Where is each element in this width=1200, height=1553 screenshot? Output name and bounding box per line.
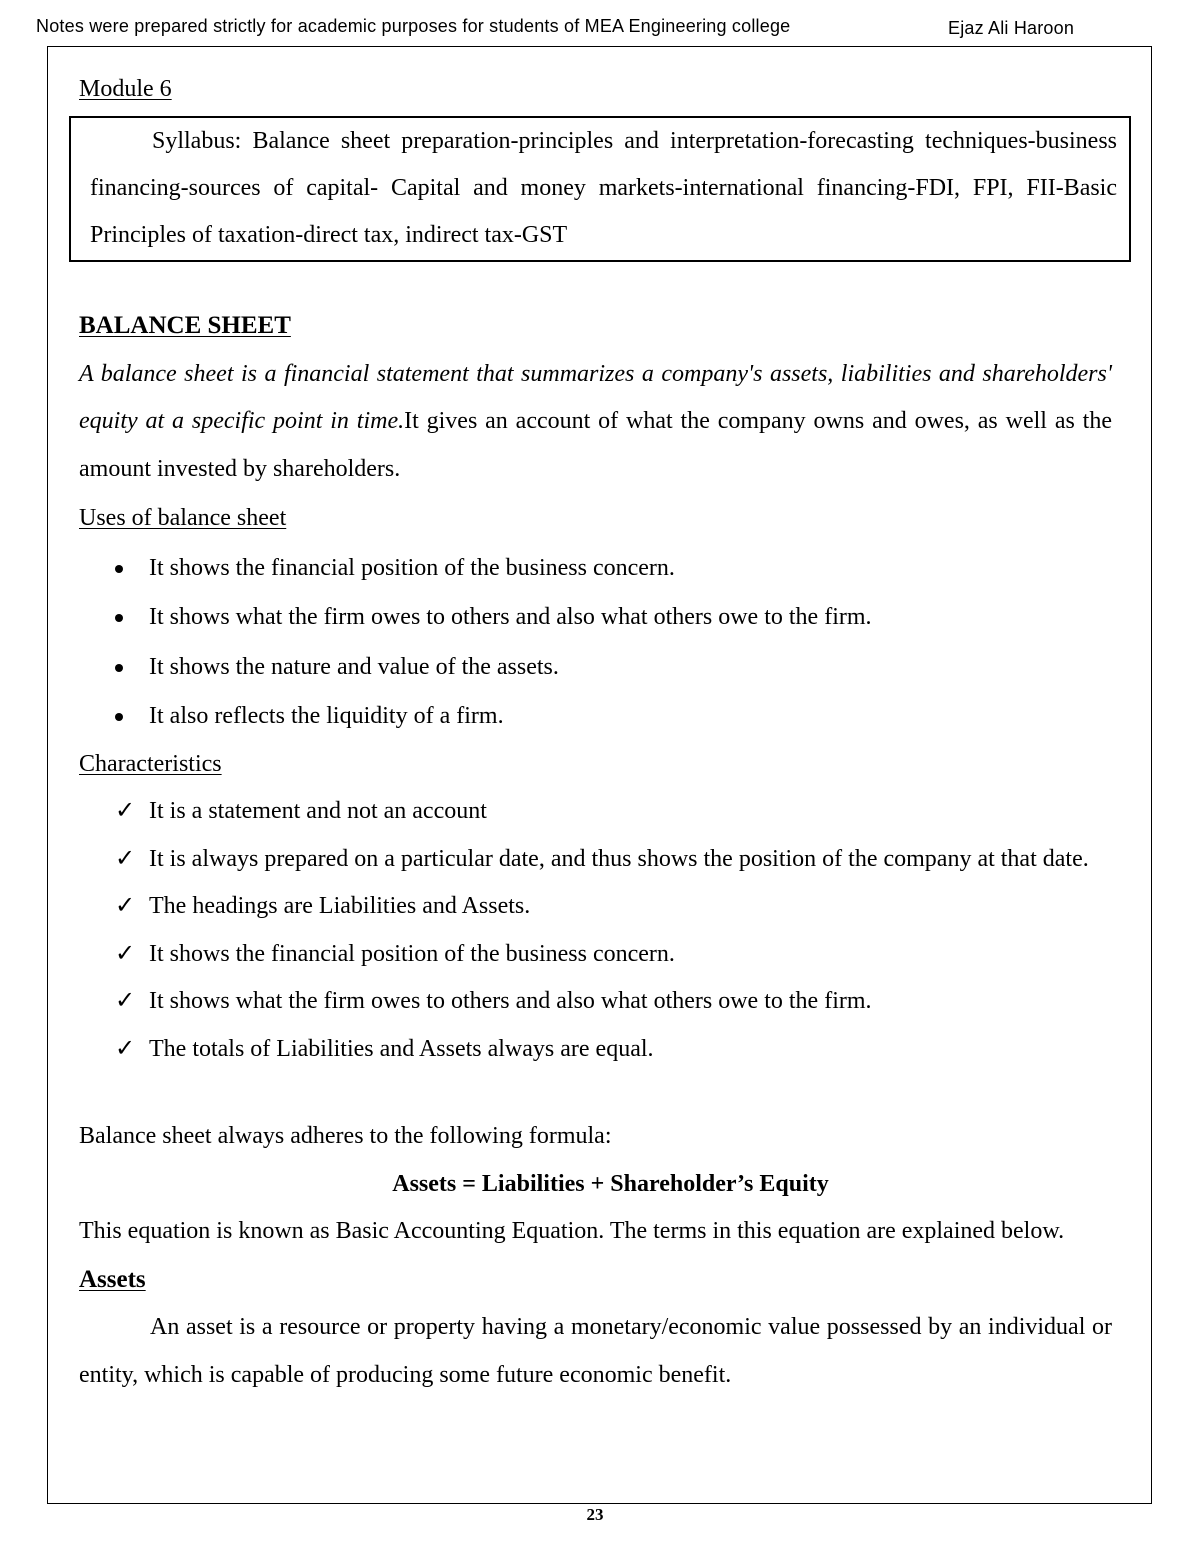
main-content (79, 302, 1112, 1399)
syllabus-box (69, 116, 1131, 262)
page-number: 23 (586, 1505, 604, 1524)
list-item: ✓ It shows what the firm owes to others and also what others owe to the firm. (79, 978, 1112, 1026)
list-item: ✓ It is a statement and not an account (79, 788, 1112, 836)
checkmark-icon: ✓ (115, 988, 136, 1014)
checkmark-icon: ✓ (115, 798, 136, 824)
list-item: ✓ It is always prepared on a particular date, and thus shows the position of the company at that date. (79, 836, 1112, 884)
characteristics-list (79, 788, 1112, 1073)
uses-heading: Uses of balance sheet (79, 505, 287, 531)
balance-sheet-heading: BALANCE SHEET (79, 312, 291, 339)
header-author: Ejaz Ali Haroon (948, 18, 1075, 38)
checkmark-icon: ✓ (115, 893, 136, 919)
accounting-formula: Assets = Liabilities + Shareholder’s Equity (392, 1170, 829, 1197)
balance-sheet-definition (79, 351, 1112, 494)
syllabus-text: Syllabus: Balance sheet preparation-principles and interpretation-forecasting techniques-business financing-sources of capital- Capital and money markets-international financing-FDI, FPI, FII-Basic Principles of taxation-direct tax, indirect tax-GST (90, 128, 1117, 248)
list-item: It shows what the firm owes to others and also what others owe to the firm. (79, 594, 1112, 642)
checkmark-icon: ✓ (115, 940, 136, 967)
module-header (79, 66, 1112, 113)
assets-heading: Assets (79, 1265, 146, 1293)
uses-list (79, 545, 1112, 741)
list-item: It shows the financial position of the business concern. (79, 545, 1112, 593)
module-title: Module 6 (79, 76, 172, 102)
assets-text: An asset is a resource or property having a monetary/economic value possessed by an individual or entity, which is capable of producing some future economic benefit. (79, 1314, 1112, 1388)
list-item: ✓ The headings are Liabilities and Assets. (79, 883, 1112, 931)
bullet-icon (115, 713, 123, 721)
list-item: ✓ The totals of Liabilities and Assets always are equal. (79, 1026, 1112, 1074)
bullet-icon (115, 614, 123, 622)
definition-italic: A balance sheet is a financial statement that summarizes a company's assets, liabilities and shareholders' equity at a specific point in time. (79, 360, 1112, 434)
definition-rest: It gives an account of what the company owns and owes, as well as the amount invested by shareholders. (79, 408, 1112, 482)
formula-explanation: This equation is known as Basic Accounting Equation. The terms in this equation are explained below. (79, 1218, 1065, 1244)
characteristics-heading: Characteristics (79, 750, 222, 777)
bullet-icon (115, 664, 123, 672)
header-notice: Notes were prepared strictly for academic purposes for students of MEA Engineering college (36, 16, 791, 36)
checkmark-icon: ✓ (115, 1035, 136, 1062)
checkmark-icon: ✓ (115, 845, 136, 872)
list-item: It shows the nature and value of the assets. (79, 644, 1112, 692)
list-item: ✓ It shows the financial position of the business concern. (79, 931, 1112, 979)
formula-intro: Balance sheet always adheres to the following formula: (79, 1123, 612, 1149)
list-item: It also reflects the liquidity of a firm. (79, 693, 1112, 741)
page-header (36, 16, 1136, 42)
bullet-icon (115, 565, 123, 573)
